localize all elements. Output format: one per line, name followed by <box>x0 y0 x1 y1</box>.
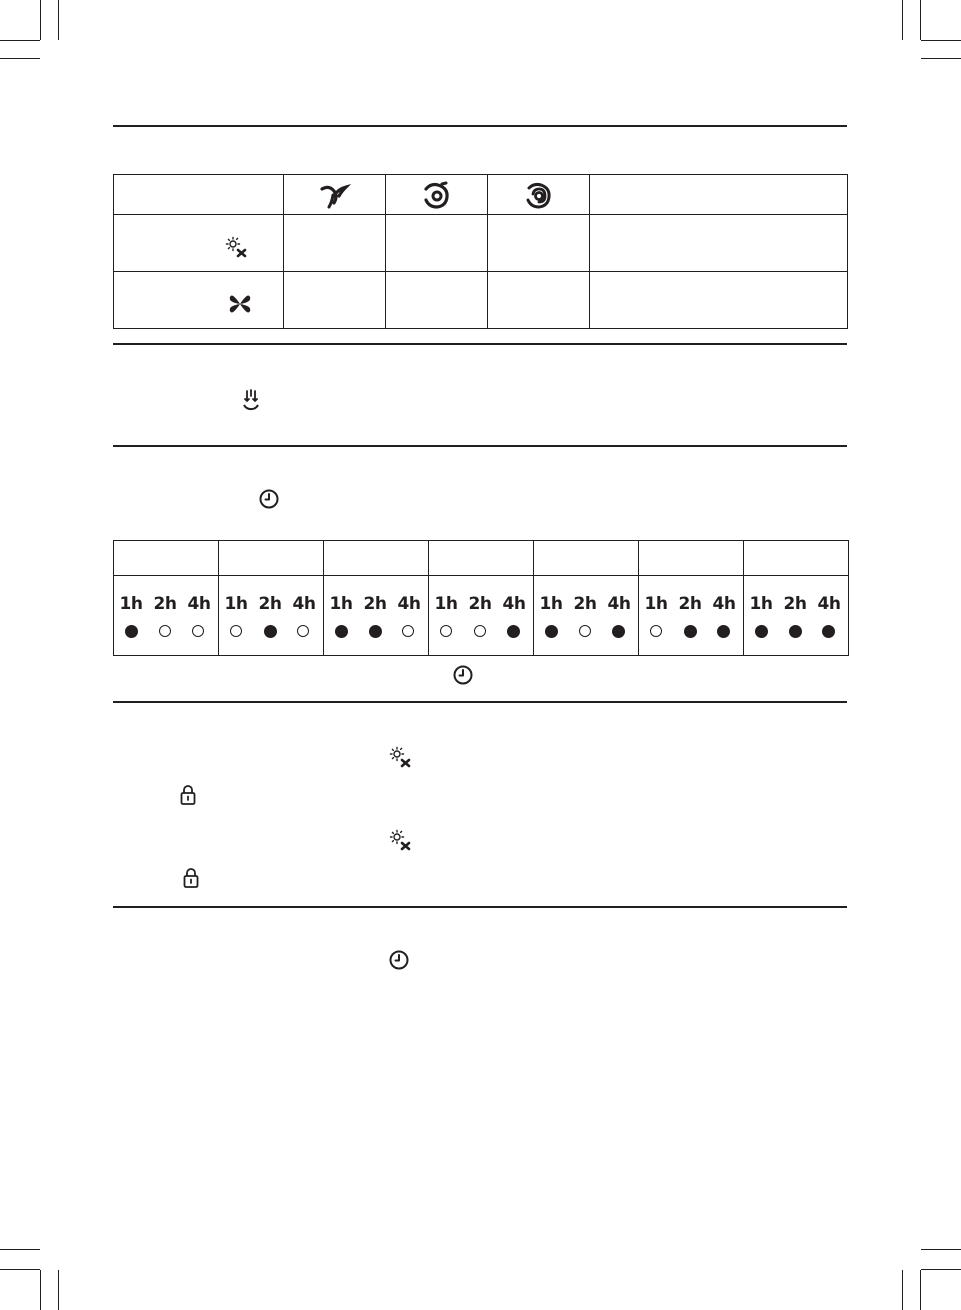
indicator-dot-on <box>369 625 382 638</box>
hour-label: 1h <box>539 594 563 614</box>
indicator-row <box>534 625 638 639</box>
crop-mark <box>921 58 961 59</box>
indicator-dot-off <box>474 625 486 637</box>
hour-labels <box>324 594 428 614</box>
indicator-dot-on <box>684 625 697 638</box>
indicator-row <box>429 625 533 639</box>
indicator-row <box>219 625 323 639</box>
indicator-dot-off <box>192 625 204 637</box>
indicator-dot-off <box>579 625 591 637</box>
fan-speed-table <box>113 174 848 329</box>
hour-labels <box>744 594 848 614</box>
indicator-dot-on <box>717 625 730 638</box>
section-divider <box>113 125 847 127</box>
indicator-dot-on <box>755 625 768 638</box>
table-row-label <box>114 215 284 272</box>
fan-speed-3-icon <box>524 182 554 210</box>
hour-label: 4h <box>502 594 526 614</box>
hour-label: 1h <box>329 594 353 614</box>
hour-label: 2h <box>363 594 387 614</box>
table-header-cell <box>744 541 849 576</box>
table-header-cell <box>488 175 590 215</box>
crop-mark <box>40 0 41 40</box>
table-cell <box>590 215 848 272</box>
table-header-cell <box>429 541 534 576</box>
table-header-cell <box>284 175 386 215</box>
crop-mark <box>920 0 921 40</box>
table-cell <box>488 215 590 272</box>
light-dim-icon <box>390 747 412 767</box>
section-divider <box>113 343 847 345</box>
indicator-dot-off <box>297 625 309 637</box>
fan-icon <box>228 293 252 315</box>
section-divider <box>113 906 847 908</box>
indicator-dot-on <box>822 625 835 638</box>
table-header-cell <box>219 541 324 576</box>
indicator-dot-off <box>159 625 171 637</box>
table-header-cell <box>639 541 744 576</box>
table-header-cell <box>590 175 848 215</box>
hour-labels <box>429 594 533 614</box>
indicator-dot-off <box>230 625 242 637</box>
crop-mark <box>921 40 961 41</box>
indicator-dot-off <box>402 625 414 637</box>
indicator-dot-off <box>650 625 662 637</box>
hour-label: 4h <box>817 594 841 614</box>
indicator-dot-on <box>507 625 520 638</box>
hour-label: 2h <box>678 594 702 614</box>
hour-label: 2h <box>468 594 492 614</box>
table-cell <box>488 272 590 329</box>
indicator-row <box>324 625 428 639</box>
timer-setting-cell <box>534 576 639 656</box>
table-cell <box>590 272 848 329</box>
hour-label: 4h <box>292 594 316 614</box>
hour-label: 4h <box>712 594 736 614</box>
table-header-cell <box>114 541 219 576</box>
crop-mark <box>0 40 40 41</box>
hour-label: 4h <box>187 594 211 614</box>
auto-mode-icon <box>239 389 263 413</box>
hour-label: 2h <box>783 594 807 614</box>
timer-setting-cell <box>324 576 429 656</box>
timer-setting-cell <box>429 576 534 656</box>
light-dim-icon <box>226 237 248 257</box>
hour-labels <box>114 594 218 614</box>
crop-mark <box>40 1270 41 1310</box>
crop-mark <box>0 58 40 59</box>
crop-mark <box>902 1270 903 1310</box>
indicator-row <box>114 625 218 639</box>
light-dim-icon <box>390 830 412 850</box>
indicator-dot-on <box>789 625 802 638</box>
hour-labels <box>639 594 743 614</box>
indicator-dot-on <box>612 625 625 638</box>
section-divider <box>113 701 847 703</box>
crop-mark <box>58 0 59 40</box>
hour-label: 1h <box>224 594 248 614</box>
hour-label: 2h <box>573 594 597 614</box>
timer-table <box>113 540 849 656</box>
table-cell <box>284 215 386 272</box>
lock-icon <box>182 867 200 889</box>
table-cell <box>284 272 386 329</box>
indicator-dot-on <box>125 625 138 638</box>
table-header-cell <box>534 541 639 576</box>
hour-label: 2h <box>258 594 282 614</box>
clock-icon <box>258 488 280 510</box>
table-header-cell <box>324 541 429 576</box>
hour-label: 1h <box>749 594 773 614</box>
indicator-row <box>744 625 848 639</box>
timer-setting-cell <box>219 576 324 656</box>
hour-labels <box>219 594 323 614</box>
fan-speed-1-icon <box>319 183 349 209</box>
clock-icon <box>452 664 474 686</box>
crop-mark <box>921 1269 961 1270</box>
table-cell <box>386 272 488 329</box>
table-header-cell <box>114 175 284 215</box>
table-row-label <box>114 272 284 329</box>
hour-label: 1h <box>434 594 458 614</box>
crop-mark <box>921 1249 961 1250</box>
fan-speed-2-icon <box>422 182 452 210</box>
crop-mark <box>0 1249 40 1250</box>
hour-label: 4h <box>607 594 631 614</box>
timer-setting-cell <box>744 576 849 656</box>
timer-setting-cell <box>114 576 219 656</box>
clock-icon <box>388 949 410 971</box>
crop-mark <box>58 1270 59 1310</box>
hour-label: 2h <box>153 594 177 614</box>
indicator-row <box>639 625 743 639</box>
table-header-cell <box>386 175 488 215</box>
indicator-dot-off <box>440 625 452 637</box>
lock-icon <box>179 784 197 806</box>
crop-mark <box>902 0 903 40</box>
crop-mark <box>920 1270 921 1310</box>
table-cell <box>386 215 488 272</box>
hour-labels <box>534 594 638 614</box>
hour-label: 1h <box>119 594 143 614</box>
hour-label: 4h <box>397 594 421 614</box>
section-divider <box>113 445 847 447</box>
hour-label: 1h <box>644 594 668 614</box>
indicator-dot-on <box>264 625 277 638</box>
timer-setting-cell <box>639 576 744 656</box>
crop-mark <box>0 1269 40 1270</box>
indicator-dot-on <box>335 625 348 638</box>
indicator-dot-on <box>545 625 558 638</box>
